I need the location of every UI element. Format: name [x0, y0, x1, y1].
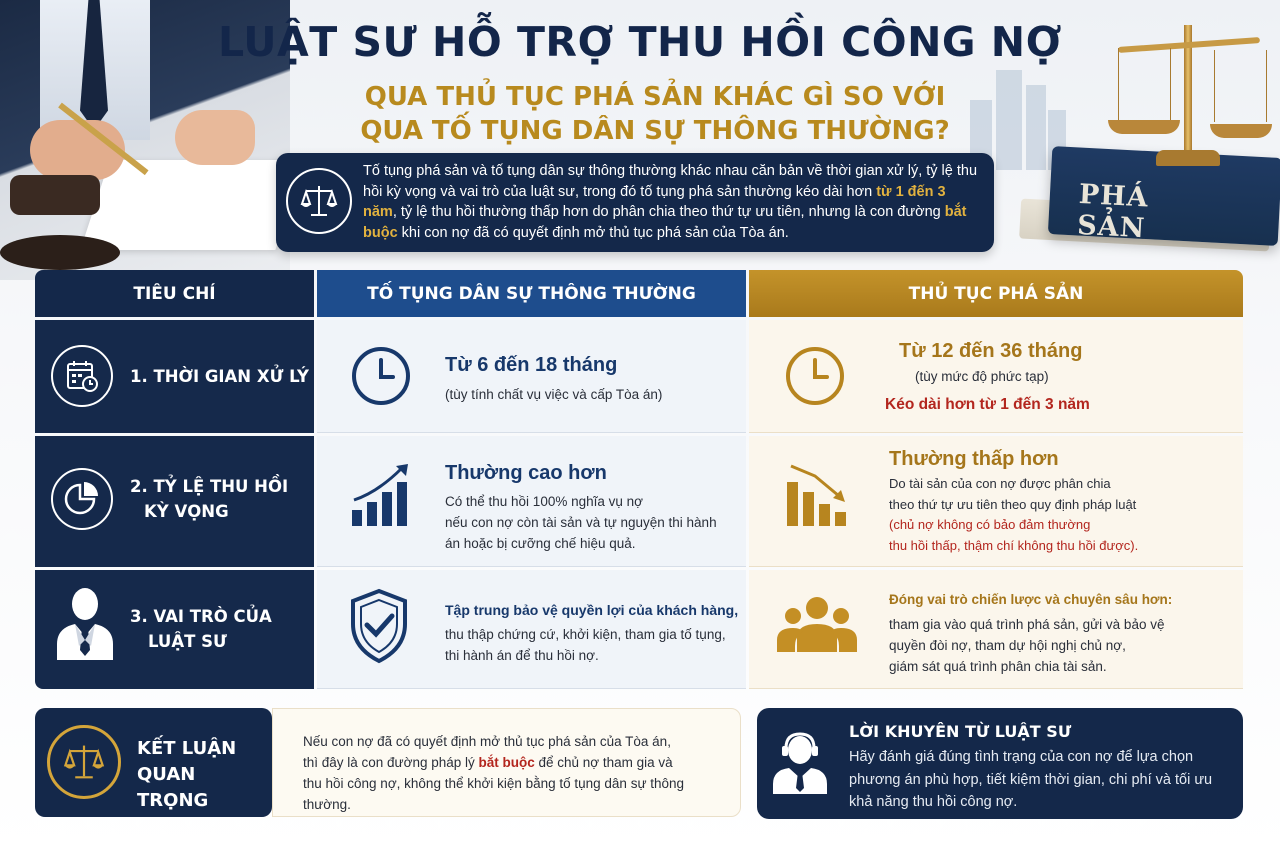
criteria-row-role: 3. VAI TRÒ CỦA LUẬT SƯ [35, 570, 314, 689]
bankruptcy-time-cell: Từ 12 đến 36 tháng (tùy mức độ phức tạp) Kéo dài hơn từ 1 đến 3 năm [749, 320, 1243, 433]
clock-icon [785, 346, 845, 411]
intro-text: Tố tụng phá sản và tố tụng dân sự thông thường khác nhau căn bản về thời gian xử lý, tỷ lệ thu hồi kỳ vọng và vai trò của luật sư, trong đó tố tụng phá sản thường kéo dài hơn từ 1 đến 3 năm, tỷ lệ thu hồi thường thấp hơn do phân chia theo thứ tự ưu tiên, nhưng là con đường bắt buộc khi con nợ đã có quyết định mở thủ tục phá sản của Tòa án. [363, 163, 978, 241]
intro-box [276, 153, 994, 252]
growth-chart-icon [350, 462, 412, 533]
advice-text: Hãy đánh giá đúng tình trạng của con nợ để lựa chọn phương án phù hợp, tiết kiệm thời gian, chi phí và tối ưu khả năng thu hồi công nợ. [849, 749, 1213, 810]
criteria-row-recovery: 2. TỶ LỆ THU HỒI KỲ VỌNG [35, 436, 314, 567]
decline-chart-icon [785, 462, 853, 533]
header-criteria: TIÊU CHÍ [35, 270, 314, 317]
advice-title: LỜI KHUYÊN TỪ LUẬT SƯ [849, 722, 1072, 741]
team-icon [777, 594, 857, 659]
bankruptcy-recovery-cell: Thường thấp hơn Do tài sản của con nợ được phân chia theo thứ tự ưu tiên theo quy định pháp luật (chủ nợ không có bảo đảm thường thu hồi thấp, thậm chí không thu hồi được). [749, 436, 1243, 567]
scales-icon [286, 168, 352, 234]
advisor-icon [771, 732, 829, 799]
shield-check-icon [349, 588, 409, 669]
lawyer-icon [53, 584, 117, 665]
advice-box [757, 708, 1243, 819]
criteria-row-time: 1. THỜI GIAN XỬ LÝ [35, 320, 314, 433]
page-subtitle: QUA THỦ TỤC PHÁ SẢN KHÁC GÌ SO VỚI QUA TỐ TỤNG DÂN SỰ THÔNG THƯỜNG? [360, 82, 950, 146]
page-title: LUẬT SƯ HỖ TRỢ THU HỒI CÔNG NỢ [218, 18, 1062, 66]
civil-time-cell: Từ 6 đến 18 tháng (tùy tính chất vụ việc và cấp Tòa án) [317, 320, 746, 433]
header-bankruptcy: THỦ TỤC PHÁ SẢN [749, 270, 1243, 317]
pie-chart-icon [51, 468, 113, 530]
header-civil: TỐ TỤNG DÂN SỰ THÔNG THƯỜNG [317, 270, 746, 317]
conclusion-text: Nếu con nợ đã có quyết định mở thủ tục phá sản của Tòa án, thì đây là con đường pháp lý bắt buộc để chủ nợ tham gia và thu hồi công nợ, không thể khởi kiện bằng tố tụng dân sự thông thường. [303, 734, 685, 812]
book-label: PHÁ SẢN [1076, 178, 1150, 245]
civil-role-cell: Tập trung bảo vệ quyền lợi của khách hàng, thu thập chứng cứ, khởi kiện, tham gia tố tụng, thi hành án để thu hồi nợ. [317, 570, 746, 689]
scales-icon [47, 725, 121, 799]
clock-icon [351, 346, 411, 411]
conclusion-text-box [272, 708, 741, 817]
conclusion-label-box: KẾT LUẬN QUAN TRỌNG [35, 708, 272, 817]
bankruptcy-role-cell: Đóng vai trò chiến lược và chuyên sâu hơn: tham gia vào quá trình phá sản, gửi và bảo vệ quyền đòi nợ, tham dự hội nghị chủ nợ, giám sát quá trình phân chia tài sản. [749, 570, 1243, 689]
calendar-clock-icon [51, 345, 113, 407]
civil-recovery-cell: Thường cao hơn Có thể thu hồi 100% nghĩa vụ nợ nếu con nợ còn tài sản và tự nguyện thi hành án hoặc bị cưỡng chế hiệu quả. [317, 436, 746, 567]
